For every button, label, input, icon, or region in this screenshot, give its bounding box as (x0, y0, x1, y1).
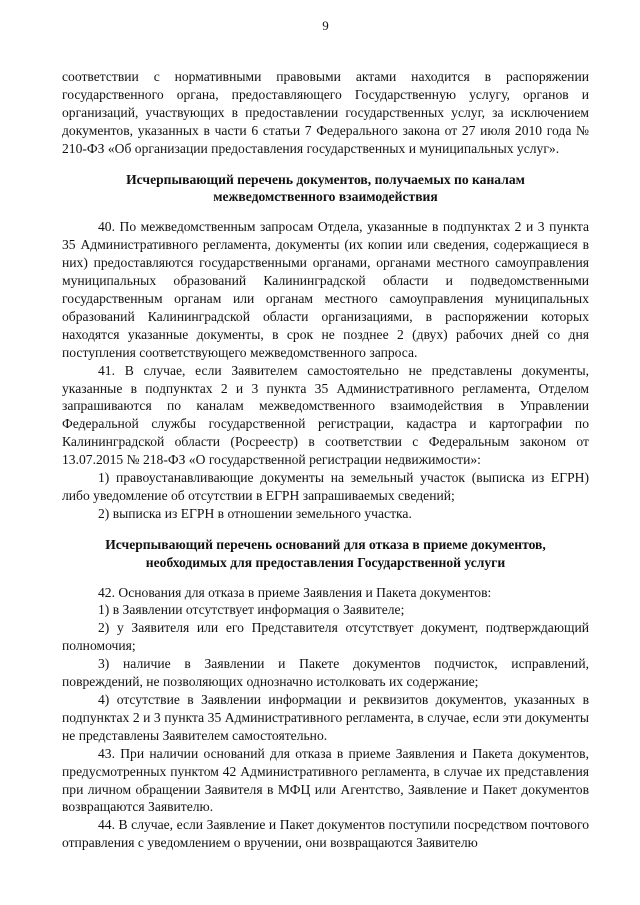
list-item-41-2: 2) выписка из ЕГРН в отношении земельного участка. (98, 505, 412, 521)
section-heading-line: необходимых для предоставления Государственной услуги (145, 554, 506, 570)
section-heading-line: Исчерпывающий перечень оснований для отказа в приеме документов, (105, 536, 546, 552)
paragraph-40: 40. По межведомственным запросам Отдела, указанные в подпунктах 2 и 3 пункта 35 Административного регламента, документы (их копии или сведения, содержащиеся в них) предоставляются государственными органами, органами местного самоуправления муниципальных образований Калининградской области и подведомственными государственным органам или органам местного самоуправления муниципальных образований Калининградской области организациями, в распоряжении которых находятся указанные документы, в срок не позднее 2 (двух) рабочих дней со дня поступления соответствующего межведомственного запроса. (62, 219, 589, 360)
list-item-42-3: 3) наличие в Заявлении и Пакете документов подчисток, исправлений, повреждений, не позволяющих однозначно истолковать их содержание; (62, 656, 589, 690)
section-heading-line: межведомственного взаимодействия (213, 189, 438, 205)
list-item-41-1: 1) правоустанавливающие документы на земельный участок (выписка из ЕГРН) либо уведомление об отсутствии в ЕГРН запрашиваемых сведений; (62, 470, 589, 503)
list-item-42-2: 2) у Заявителя или его Представителя отсутствует документ, подтверждающий полномочия; (62, 620, 589, 654)
list-item-42-1: 1) в Заявлении отсутствует информация о Заявителе; (98, 602, 405, 618)
section-heading-line: Исчерпывающий перечень документов, получаемых по каналам (126, 171, 525, 187)
paragraph-43: 43. При наличии оснований для отказа в приеме Заявления и Пакета документов, предусмотренных пунктом 42 Административного регламента, в случае их представления при личном обращении Заявителя в МФЦ или Агентство, Заявление и Пакет документов возвращаются Заявителю. (62, 745, 589, 815)
paragraph-44: 44. В случае, если Заявление и Пакет документов поступили посредством почтового отправления с уведомлением о вручении, они возвращаются Заявителю (62, 817, 589, 851)
page-number: 9 (322, 18, 329, 33)
list-item-42-4: 4) отсутствие в Заявлении информации и реквизитов документов, указанных в подпунктах 2 и 3 пункта 35 Административного регламента, в случае, если эти документы не представлены Заявителем самостоятельно. (62, 692, 589, 743)
intro-paragraph: соответствии с нормативными правовыми актами находится в распоряжении государственного органа, предоставляющего Государственную услугу, органов и организаций, участвующих в предоставлении государственных услуг, за исключением документов, указанных в части 6 статьи 7 Федерального закона от 27 июля 2010 года № 210-ФЗ «Об организации предоставления государственных и муниципальных услуг». (62, 69, 589, 156)
section-heading-refusal-grounds (62, 536, 589, 572)
section-heading-interagency-documents (62, 171, 589, 207)
paragraph-41: 41. В случае, если Заявителем самостоятельно не представлены документы, указанные в подпунктах 2 и 3 пункта 35 Административного регламента, Отделом запрашиваются по каналам межведомственного взаимодействия в Управлении Федеральной службы государственной регистрации, кадастра и картографии по Калининградской области (Росреестр) в соответствии с Федеральным законом от 13.07.2015 № 218-ФЗ «О государственной регистрации недвижимости»: (62, 362, 589, 468)
document-page (62, 18, 589, 852)
paragraph-42: 42. Основания для отказа в приеме Заявления и Пакета документов: (98, 584, 492, 600)
